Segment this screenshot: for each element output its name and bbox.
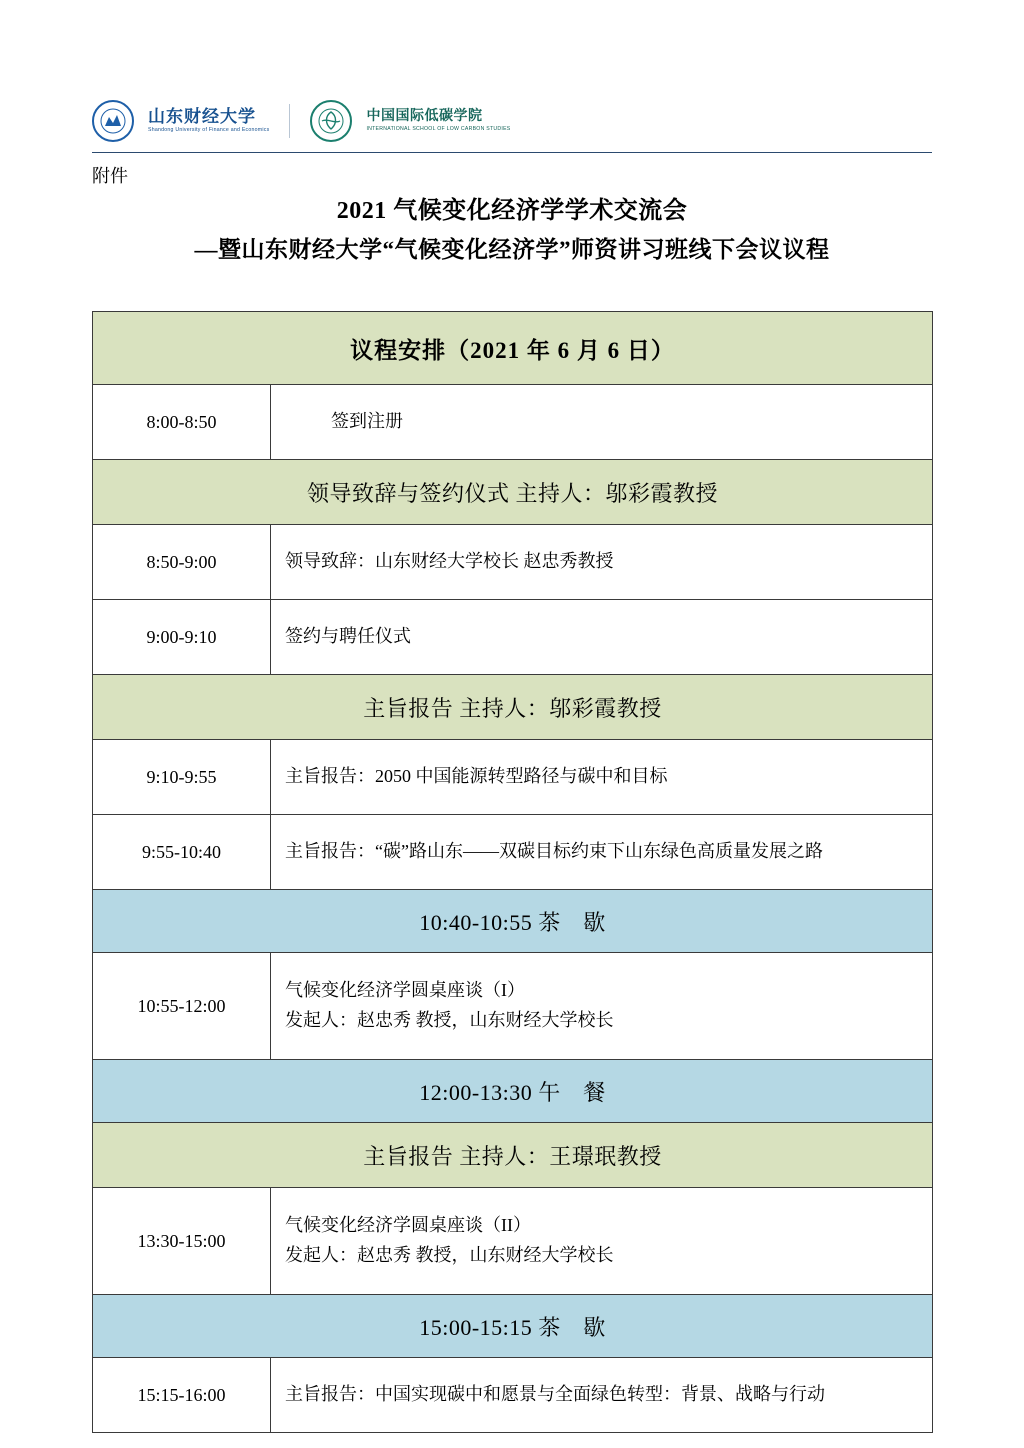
agenda-row-content [271,1188,933,1295]
agenda-row [93,385,933,460]
agenda-row-time: 8:50-9:00 [93,525,271,600]
logo-group [92,100,511,146]
school-name-en: INTERNATIONAL SCHOOL OF LOW CARBON STUDIES [366,125,511,132]
agenda-row-time: 9:10-9:55 [93,740,271,815]
agenda-row-content: 主旨报告：“碳”路山东——双碳目标约束下山东绿色高质量发展之路 [271,815,933,890]
agenda-break-row [93,1060,933,1123]
agenda-row-time: 15:15-16:00 [93,1358,271,1433]
agenda-row [93,815,933,890]
agenda-break-label: 10:40-10:55 茶 歇 [93,890,933,953]
title-block [92,192,932,269]
agenda-row-time: 13:30-15:00 [93,1188,271,1295]
university-name-en: Shandong University of Finance and Economics [148,127,270,134]
university-crest-icon [92,100,134,142]
agenda-row-content-line1: 气候变化经济学圆桌座谈（I） [285,980,525,1001]
university-name-cn: 山东财经大学 [148,107,256,127]
school-name-cn: 中国国际低碳学院 [366,108,483,124]
agenda-row [93,953,933,1060]
agenda-row-time: 9:00-9:10 [93,600,271,675]
agenda-section-row [93,675,933,740]
agenda-row-time: 9:55-10:40 [93,815,271,890]
agenda-row [93,740,933,815]
university-logo-text [148,108,269,133]
agenda-row [93,1188,933,1295]
agenda-row [93,600,933,675]
agenda-row-content-line2: 发起人：赵忠秀 教授，山东财经大学校长 [285,1010,614,1030]
agenda-section-row [93,460,933,525]
agenda-break-label: 15:00-15:15 茶 歇 [93,1295,933,1358]
logo-divider [289,104,290,138]
agenda-table-header: 议程安排（2021 年 6 月 6 日） [93,312,933,385]
agenda-break-row [93,890,933,953]
agenda-row-content-line2: 发起人：赵忠秀 教授，山东财经大学校长 [285,1245,614,1265]
agenda-row-content: 签约与聘任仪式 [271,600,933,675]
agenda-table-body [93,312,933,1433]
agenda-section-label: 主旨报告 主持人：邬彩霞教授 [93,675,933,740]
page-subtitle: —暨山东财经大学“气候变化经济学”师资讲习班线下会议议程 [194,237,830,263]
agenda-break-row [93,1295,933,1358]
agenda-row-time: 10:55-12:00 [93,953,271,1060]
agenda-row [93,525,933,600]
agenda-row-content-line1: 气候变化经济学圆桌座谈（II） [285,1215,531,1236]
agenda-row-content: 主旨报告：中国实现碳中和愿景与全面绿色转型：背景、战略与行动 [271,1358,933,1433]
agenda-section-label: 主旨报告 主持人：王璟珉教授 [93,1123,933,1188]
agenda-row-content: 领导致辞：山东财经大学校长 赵忠秀教授 [271,525,933,600]
agenda-break-label: 12:00-13:30 午 餐 [93,1060,933,1123]
agenda-row-content [271,953,933,1060]
agenda-row-content: 主旨报告：2050 中国能源转型路径与碳中和目标 [271,740,933,815]
agenda-section-label: 领导致辞与签约仪式 主持人：邬彩霞教授 [93,460,933,525]
low-carbon-school-logo-icon [310,100,352,142]
agenda-table [92,311,933,1433]
attachment-label: 附件 [92,166,128,186]
document-header [92,100,932,153]
agenda-row-time: 8:00-8:50 [93,385,271,460]
agenda-table-header-row [93,312,933,385]
page-title: 2021 气候变化经济学学术交流会 [336,198,688,224]
agenda-row-content: 签到注册 [271,385,933,460]
agenda-section-row [93,1123,933,1188]
agenda-row [93,1358,933,1433]
school-logo-text [366,110,510,132]
